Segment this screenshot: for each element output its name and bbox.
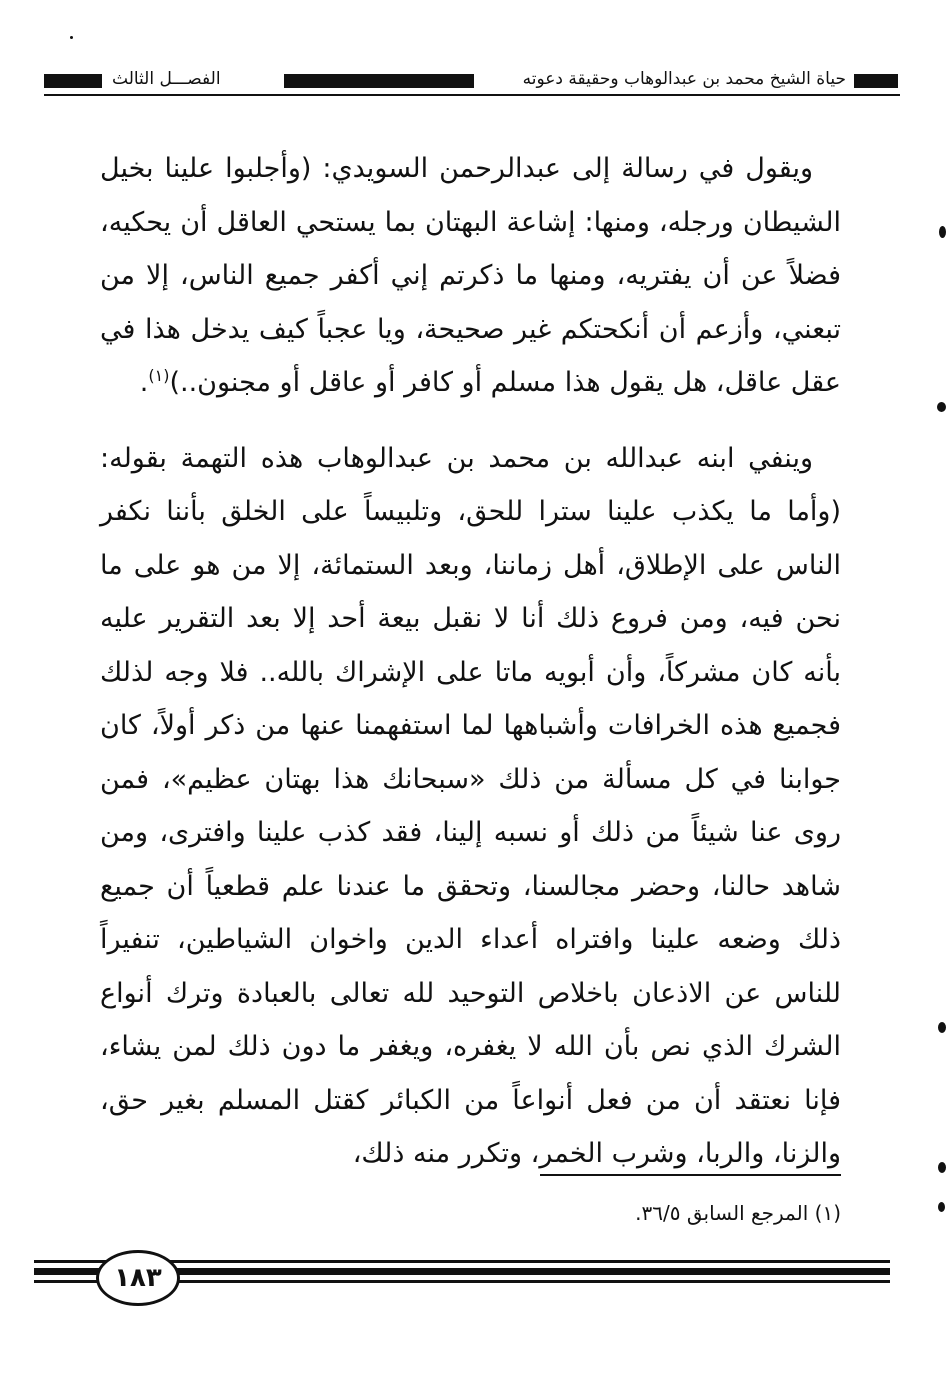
scan-speck	[938, 1162, 946, 1173]
header-chapter-title: الفصـــل الثالث	[112, 69, 221, 89]
footnote: (١) المرجع السابق ٣٦/٥.	[635, 1201, 841, 1225]
scan-speck	[938, 1202, 945, 1212]
paragraph-1-tail: .	[139, 367, 149, 398]
scan-speck	[939, 226, 946, 238]
page-number: ١٨٣	[96, 1250, 180, 1306]
header-book-title: حياة الشيخ محمد بن عبدالوهاب وحقيقة دعوته	[522, 69, 846, 89]
header-bar-left	[44, 74, 102, 88]
paragraph-2	[100, 432, 841, 1181]
paragraph-1-text: ويقول في رسالة إلى عبدالرحمن السويدي: (وأجلبوا علينا بخيل الشيطان ورجله، ومنها: إشاعة البهتان بما يستحي العاقل أن يحكيه، فضلاً عن أن يفتريه، ومنها ما ذكرتم إني أكفر جميع الناس، إلا من تبعني، وأزعم أن أنكحتكم غير صحيحة، ويا عجباً كيف يدخل هذا في عقل عاقل، هل يقول هذا مسلم أو كافر أو عاقل أو مجنون..)	[100, 153, 841, 398]
footnote-separator	[540, 1174, 841, 1176]
scan-speck	[70, 36, 73, 39]
page-footer	[34, 1254, 890, 1310]
scan-speck	[938, 1022, 946, 1033]
footnote-reference[interactable]: (١)	[148, 366, 170, 385]
paragraph-1	[100, 142, 841, 410]
scan-speck	[937, 402, 946, 412]
header-bar-middle	[284, 74, 474, 88]
header-bar-right	[854, 74, 898, 88]
header-rule	[44, 94, 900, 96]
body-text	[100, 142, 841, 1181]
paragraph-2-text: وينفي ابنه عبدالله بن محمد بن عبدالوهاب هذه التهمة بقوله: (وأما ما يكذب علينا سترا للحق، وتلبيساً على الخلق بأننا نكفر الناس على الإطلاق، أهل زماننا، وبعد الستمائة، إلا من هو على ما نحن فيه، ومن فروع ذلك أنا لا نقبل بيعة أحد إلا بعد التقرير عليه بأنه كان مشركاً، وأن أبويه ماتا على الإشراك بالله.. فلا وجه لذلك فجميع هذه الخرافات وأشباهها لما استفهمنا عنها من ذكر أولاً، كان جوابنا في كل مسألة من ذلك «سبحانك هذا بهتان عظيم»، فمن روى عنا شيئاً من ذلك أو نسبه إلينا، فقد كذب علينا وافترى، ومن شاهد حالنا، وحضر مجالسنا، وتحقق ما عندنا علم قطعياً أن جميع ذلك وضعه علينا وافتراه أعداء الدين واخوان الشياطين، تنفيراً للناس عن الاذعان باخلاص التوحيد لله تعالى بالعبادة وترك أنواع الشرك الذي نص بأن الله لا يغفره، ويغفر ما دون ذلك لمن يشاء، فإنا نعتقد أن من فعل أنواعاً من الكبائر كقتل المسلم بغير حق، والزنا، والربا، وشرب الخمر، وتكرر منه ذلك،	[100, 442, 841, 1169]
running-header	[44, 62, 900, 98]
